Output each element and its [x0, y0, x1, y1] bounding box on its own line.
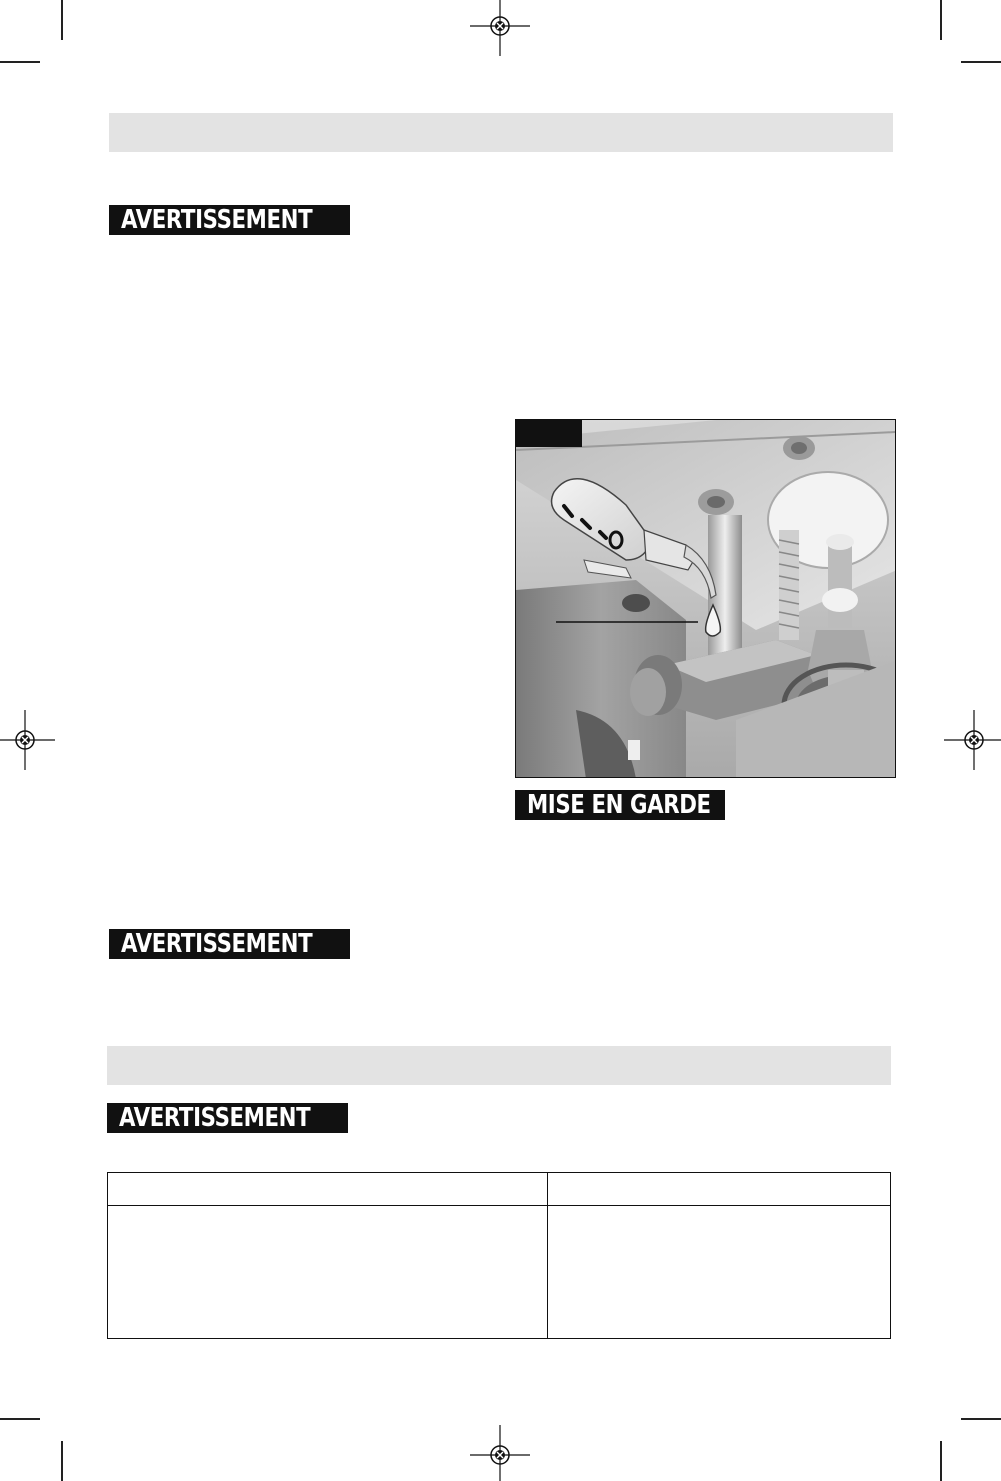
warning-label: AVERTISSEMENT [121, 205, 313, 235]
table-header-cell [548, 1173, 891, 1206]
lubrication-figure [515, 419, 896, 778]
figure-number-tag [516, 420, 582, 447]
table-header-row [108, 1173, 891, 1206]
caution-label: MISE EN GARDE [527, 790, 711, 820]
crop-mark [940, 1441, 942, 1481]
crop-mark [940, 0, 942, 40]
warning-badge-avertissement [109, 205, 350, 235]
troubleshooting-table [107, 1172, 891, 1339]
section-header-bar [109, 113, 893, 152]
crop-mark [0, 1418, 40, 1420]
warning-badge-avertissement [109, 929, 350, 959]
warning-label: AVERTISSEMENT [119, 1103, 311, 1133]
crop-mark [0, 61, 40, 63]
section-header-bar [107, 1046, 891, 1085]
router-lubrication-illustration [516, 420, 896, 778]
table-cell [108, 1206, 548, 1339]
warning-badge-avertissement [107, 1103, 348, 1133]
crop-mark [61, 0, 63, 40]
registration-mark-icon [470, 0, 530, 56]
crop-mark [961, 61, 1001, 63]
table-header-cell [108, 1173, 548, 1206]
table-cell [548, 1206, 891, 1339]
registration-mark-icon [0, 710, 55, 770]
caution-badge-mise-en-garde [515, 790, 725, 820]
crop-mark [961, 1418, 1001, 1420]
crop-mark [61, 1441, 63, 1481]
table-row [108, 1206, 891, 1339]
registration-mark-icon [470, 1425, 530, 1481]
registration-mark-icon [944, 710, 1001, 770]
warning-label: AVERTISSEMENT [121, 929, 313, 959]
